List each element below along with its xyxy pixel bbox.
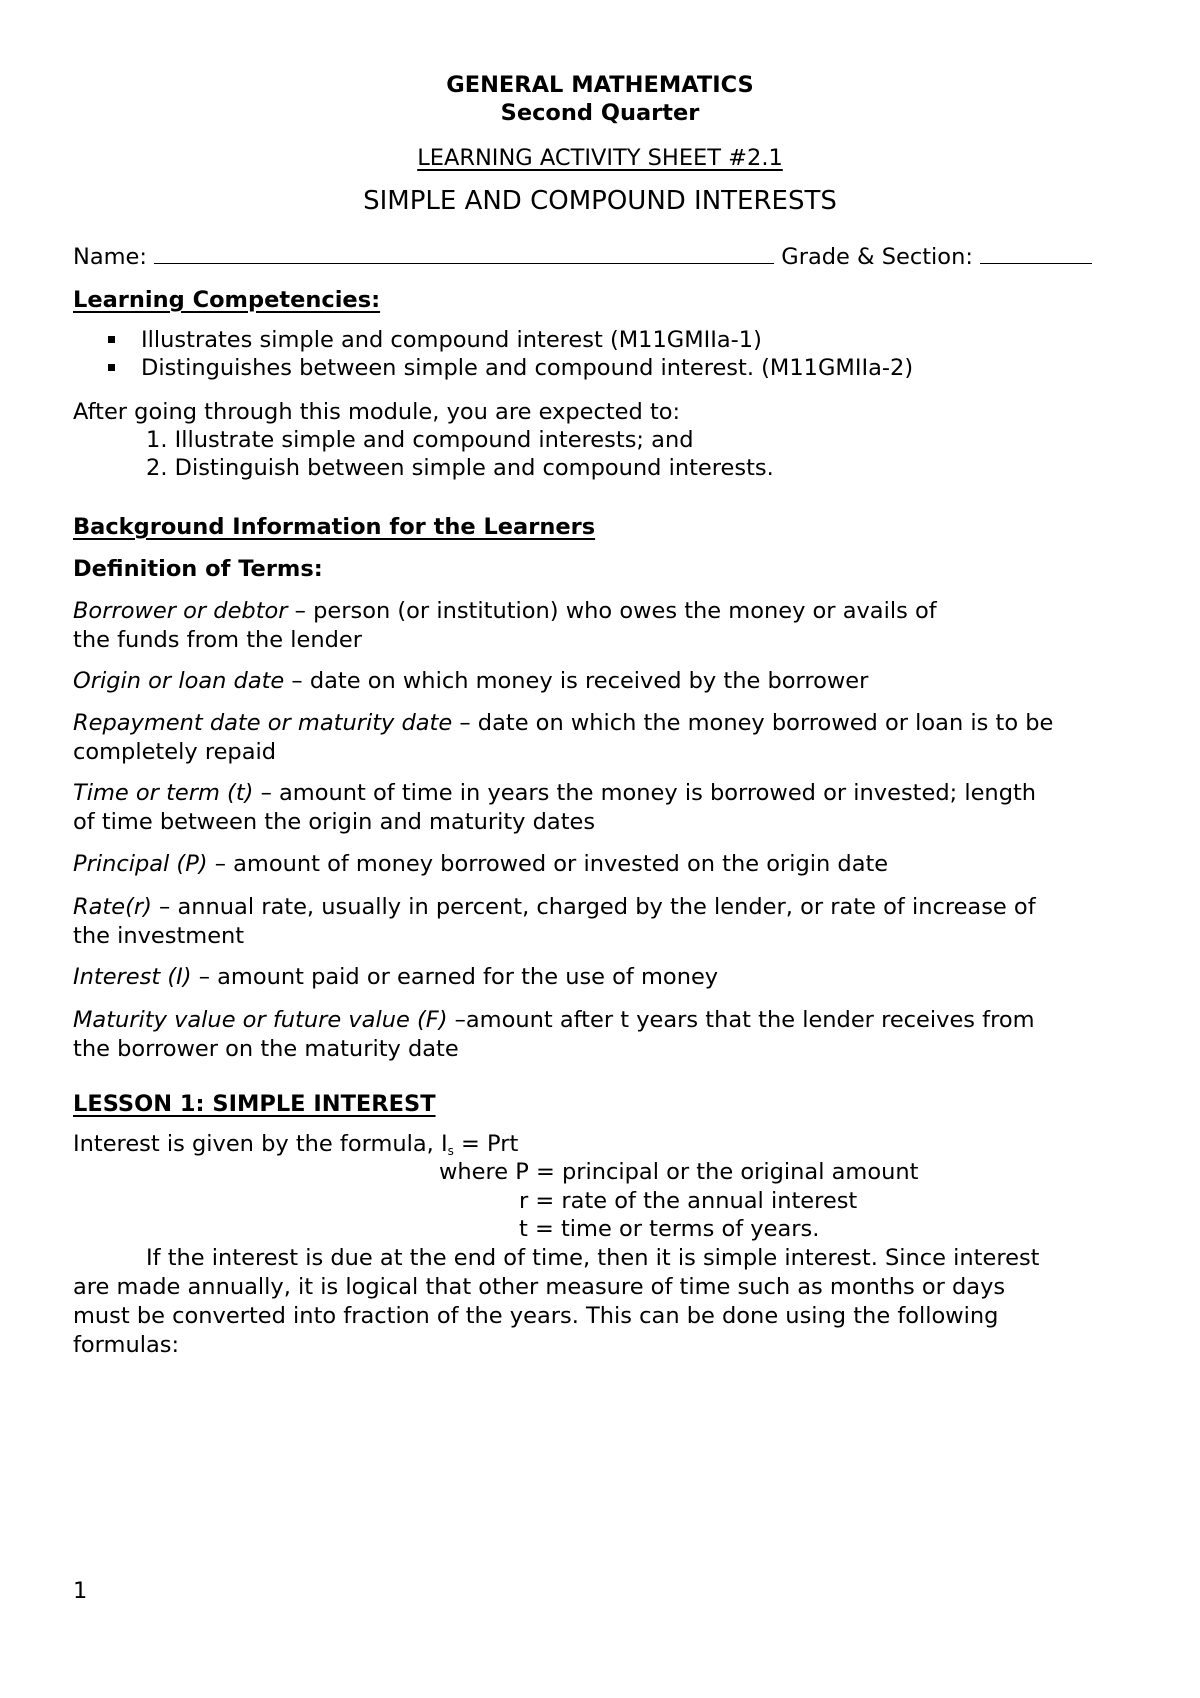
definition-item: Origin or loan date – date on which money is received by the borrower [73,668,869,694]
subject-title: GENERAL MATHEMATICS [446,72,754,98]
definition-item: Repayment date or maturity date – date on which the money borrowed or loan is to be completely repaid [73,710,1054,765]
objective-item: 2. Distinguish between simple and compound interests. [146,455,774,481]
grade-label: Grade & Section: [781,244,973,270]
formula-line: Interest is given by the formula, $I_s$ = Prt [73,1131,519,1158]
name-field[interactable] [154,262,774,264]
competency-item: Distinguishes between simple and compound interest. (M11GMIIa-2) [108,355,913,381]
formula-where-line: t = time or terms of years. [519,1216,820,1242]
square-bullet-icon [108,364,115,371]
lesson-paragraph: If the interest is due at the end of time, then it is simple interest. Since interest are made annually, it is logical that other measure of time such as months or days must be converted into fraction of the years. This can be done using the following formulas: [73,1245,1040,1358]
definition-term: Principal (P) [73,851,208,877]
definition-item: Rate(r) – annual rate, usually in percent, charged by the lender, or rate of increase of the investment [73,894,1036,949]
definition-term: Maturity value or future value (F) [73,1007,448,1033]
formula-where-line: where P = principal or the original amount [439,1159,919,1185]
main-title: SIMPLE AND COMPOUND INTERESTS [363,186,837,216]
student-info-row [73,244,1092,270]
definition-item: Maturity value or future value (F) –amount after t years that the lender receives from the borrower on the maturity date [73,1007,1035,1062]
definition-item: Interest (I) – amount paid or earned for the use of money [73,964,719,990]
definition-item: Time or term (t) – amount of time in years the money is borrowed or invested; length of time between the origin and maturity dates [73,780,1037,835]
definition-term: Repayment date or maturity date [73,710,453,736]
objectives-intro: After going through this module, you are expected to: [73,399,681,425]
page-number: 1 [73,1578,88,1604]
name-label: Name: [73,244,147,270]
definition-term: Origin or loan date [73,668,285,694]
definition-term: Interest (I) [73,964,192,990]
definition-term: Rate(r) [73,894,152,920]
competency-item: Illustrates simple and compound interest (M11GMIIa-1) [108,327,762,353]
definition-term: Borrower or debtor [73,598,288,624]
quarter-label: Second Quarter [500,100,700,126]
formula-where-line: r = rate of the annual interest [519,1188,858,1214]
definition-term: Time or term (t) [73,780,254,806]
square-bullet-icon [108,336,115,343]
background-heading: Background Information for the Learners [73,514,596,540]
definition-item: Principal (P) – amount of money borrowed or invested on the origin date [73,851,889,877]
competencies-heading: Learning Competencies: [73,287,381,313]
definitions-heading: Definition of Terms: [73,556,323,582]
objective-item: 1. Illustrate simple and compound interests; and [146,427,694,453]
sheet-title: LEARNING ACTIVITY SHEET #2.1 [417,145,783,171]
definition-item: Borrower or debtor – person (or institution) who owes the money or avails of the funds from the lender [73,598,937,653]
grade-section-field[interactable] [980,262,1092,264]
lesson-heading: LESSON 1: SIMPLE INTEREST [73,1091,436,1117]
